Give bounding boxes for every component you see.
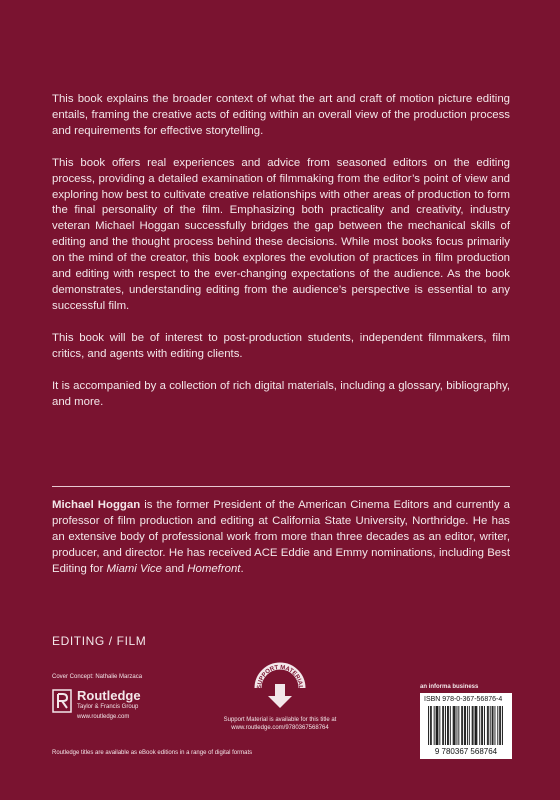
- barcode-bar: [457, 706, 458, 745]
- barcode-bar: [500, 706, 501, 745]
- publisher-name: Routledge: [77, 688, 141, 703]
- support-text-line: Support Material is available for this title at: [223, 717, 337, 723]
- barcode-bar: [448, 706, 449, 745]
- barcode-bar: [455, 706, 456, 745]
- barcode-icon: [426, 706, 506, 756]
- barcode-bar: [490, 706, 491, 745]
- barcode-bar: [442, 706, 443, 745]
- author-name: Michael Hoggan: [52, 499, 141, 511]
- isbn-label: ISBN 978-0-367-56876-4: [424, 696, 503, 703]
- barcode-bar: [476, 706, 477, 745]
- barcode-bar: [430, 706, 431, 745]
- bio-text: .: [240, 562, 244, 575]
- barcode-bar: [479, 706, 480, 745]
- author-bio: [52, 498, 510, 578]
- barcode-bar: [482, 706, 483, 745]
- barcode-bar: [447, 706, 448, 745]
- description-paragraph: This book will be of interest to post-production students, independent filmmakers, film critics, and agents with editing clients.: [52, 331, 510, 360]
- barcode-bar: [439, 706, 440, 745]
- barcode-bar: [453, 706, 454, 745]
- barcode-bar: [458, 706, 459, 745]
- publisher-block: [52, 689, 141, 729]
- barcode-bar: [502, 706, 503, 745]
- support-material-badge-icon: [252, 662, 308, 712]
- barcode-bar: [465, 706, 466, 745]
- routledge-logo-icon: [52, 689, 72, 713]
- description-paragraph: This book explains the broader context of what the art and craft of motion picture editing entails, framing the creative acts of editing within an overall view of the production process and requirements for effective storytelling.: [52, 93, 510, 137]
- barcode-bar: [454, 706, 455, 745]
- subject-category: EDITING / FILM: [52, 634, 147, 648]
- barcode-bar: [431, 706, 432, 745]
- book-description: [52, 92, 510, 426]
- barcode-bar: [450, 706, 451, 745]
- barcode-bar: [484, 706, 485, 745]
- ebook-note: Routledge titles are available as eBook editions in a range of digital formats: [52, 750, 253, 756]
- barcode-bar: [437, 706, 438, 745]
- barcode-digits: 9 780367 568764: [434, 747, 498, 756]
- barcode-bar: [467, 706, 468, 745]
- barcode-bar: [487, 706, 488, 745]
- description-paragraph: It is accompanied by a collection of rich digital materials, including a glossary, bibliography, and more.: [52, 379, 510, 408]
- barcode-bar: [434, 706, 435, 745]
- bio-text: and: [161, 562, 188, 575]
- cover-credit: Cover Concept: Nathalie Marzaca: [52, 674, 143, 680]
- barcode-bar: [497, 706, 498, 745]
- barcode-bar: [495, 706, 496, 745]
- credit-title: Homefront: [187, 562, 241, 575]
- publisher-group: Taylor & Francis Group: [77, 704, 139, 710]
- support-url: www.routledge.com/9780367568764: [231, 725, 329, 731]
- section-divider: [52, 486, 510, 487]
- barcode-bar: [488, 706, 489, 745]
- barcode-bar: [469, 706, 470, 745]
- badge-text: SUPPORT MATERIAL: [256, 664, 304, 690]
- barcode-bar: [445, 706, 446, 745]
- barcode-bar: [461, 706, 462, 745]
- barcode-bar: [462, 706, 463, 745]
- barcode-bar: [428, 706, 429, 745]
- barcode-bar: [499, 706, 500, 745]
- publisher-url: www.routledge.com: [77, 714, 130, 720]
- barcode-bar: [476, 706, 477, 745]
- barcode-bar: [438, 706, 439, 745]
- bio-text: is the former President of the American Cinema Editors and currently a professor of film production and editing at California State University, Northridge. He has an extensive body of professional work from more than three decades as an editor, writer, producer, and director. He has received ACE Eddie and Emmy nominations, including Best Editing for: [52, 499, 510, 575]
- barcode-bar: [464, 706, 465, 745]
- isbn-barcode-block: [420, 693, 512, 759]
- support-material: [205, 662, 355, 732]
- barcode-bar: [475, 706, 476, 745]
- barcode-bar: [492, 706, 493, 745]
- barcode-bar: [436, 706, 437, 745]
- description-paragraph: This book offers real experiences and advice from seasoned editors on the editing process, providing a detailed examination of filmmaking from the editor’s point of view and exploring how best to cultivate creative relationships with other areas of production to form the final personality of the film. Emphasizing both practicality and creativity, industry veteran Michael Hoggan successfully bridges the gap between the mechanical skills of editing and the thought process behind these decisions. While most books focus primarily on the mind of the creator, this book explores the evolution of practices in film production and editing with respect to the ever-changing expectations of the audience. As the book demonstrates, understanding editing from the audience’s perspective is essential to any successful film.: [52, 156, 510, 312]
- barcode-bar: [493, 706, 494, 745]
- credit-title: Miami Vice: [106, 562, 162, 575]
- barcode-bar: [481, 706, 482, 745]
- barcode-bar: [473, 706, 474, 745]
- barcode-bar: [472, 706, 473, 745]
- informa-tagline: an informa business: [420, 684, 479, 690]
- barcode-bar: [443, 706, 444, 745]
